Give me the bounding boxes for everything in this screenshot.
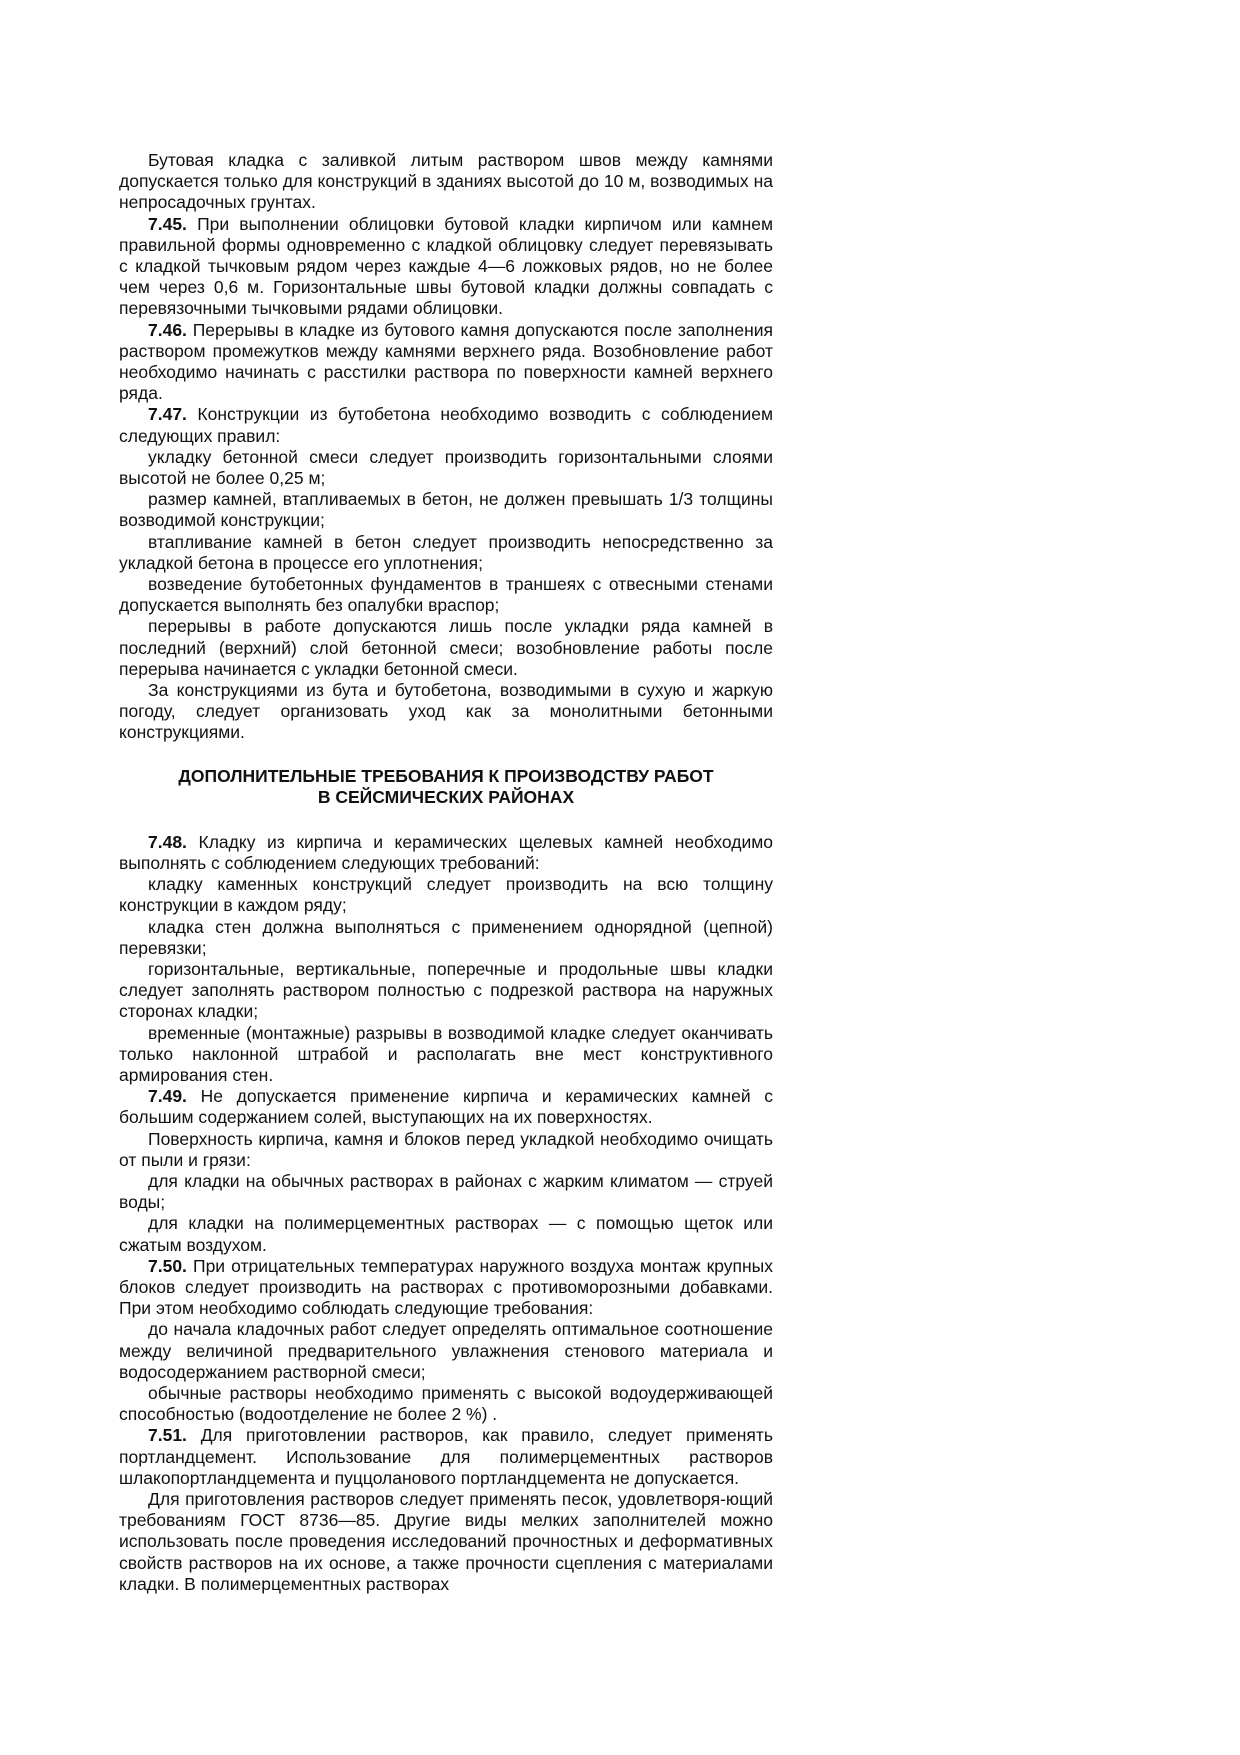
numbered-paragraph	[119, 1256, 773, 1320]
paragraph-text: для кладки на полимерцементных растворах — с помощью щеток или сжатым воздухом.	[119, 1213, 773, 1255]
section-heading	[119, 766, 773, 808]
heading-line-1: ДОПОЛНИТЕЛЬНЫЕ ТРЕБОВАНИЯ К ПРОИЗВОДСТВУ РАБОТ	[178, 765, 714, 786]
numbered-paragraph	[119, 1086, 773, 1128]
paragraph	[119, 1023, 773, 1087]
paragraph-text: Бутовая кладка с заливкой литым раствором швов между камнями допускается только для конструкций в зданиях высотой до 10 м, возводимых на непросадочных грунтах.	[119, 150, 773, 213]
numbered-paragraph	[119, 214, 773, 320]
paragraph-text: временные (монтажные) разрывы в возводимой кладке следует оканчивать только наклонной штрабой и располагать вне мест конструктивного армирования стен.	[119, 1022, 773, 1085]
paragraph	[119, 874, 773, 916]
paragraph-text: Конструкции из бутобетона необходимо возводить с соблюдением следующих правил:	[119, 404, 773, 446]
paragraph	[119, 1129, 773, 1171]
section-seismic-requirements	[119, 832, 773, 1595]
paragraph-text: горизонтальные, вертикальные, поперечные и продольные швы кладки следует заполнять раствором полностью с подрезкой раствора на наружных сторонах кладки;	[119, 958, 773, 1022]
paragraph	[119, 532, 773, 574]
paragraph-text: За конструкциями из бута и бутобетона, возводимыми в сухую и жаркую погоду, следует организовать уход как за монолитными бетонными конструкциями.	[119, 680, 773, 743]
paragraph	[119, 150, 773, 214]
numbered-paragraph	[119, 1425, 773, 1489]
paragraph-text: При выполнении облицовки бутовой кладки кирпичом или камнем правильной формы одновременно с кладкой облицовку следует перевязывать с кладкой тычковым рядом через каждые 4—6 ложковых рядов, но не более чем через 0,6 м. Горизонтальные швы бутовой кладки должны совпадать с перевязочными тычковыми рядами облицовки.	[119, 213, 773, 319]
section-masonry-rubble	[119, 150, 773, 744]
paragraph-text: обычные растворы необходимо применять с высокой водоудерживающей способностью (водоотделение не более 2 %) .	[119, 1382, 773, 1425]
paragraph-text: Перерывы в кладке из бутового камня допускаются после заполнения раствором промежутков между камнями верхнего ряда. Возобновление работ необходимо начинать с расстилки раствора по поверхности камней верхнего ряда.	[119, 319, 773, 404]
clause-number: 7.45.	[148, 213, 187, 234]
paragraph-text: Для приготовлении растворов, как правило, следует применять портландцемент. Использование для полимерцементных растворов шлакопортландцемента и пуццоланового портландцемента не допускается.	[119, 1425, 773, 1488]
paragraph	[119, 680, 773, 744]
clause-number: 7.49.	[148, 1086, 187, 1107]
numbered-paragraph	[119, 832, 773, 874]
paragraph	[119, 1213, 773, 1255]
clause-number: 7.50.	[148, 1255, 187, 1276]
paragraph-text: возведение бутобетонных фундаментов в траншеях с отвесными стенами допускается выполнять без опалубки враспор;	[119, 574, 773, 616]
paragraph-text: кладку каменных конструкций следует производить на всю толщину конструкции в каждом ряду;	[119, 874, 773, 916]
paragraph-text: втапливание камней в бетон следует производить непосредственно за укладкой бетона в процессе его уплотнения;	[119, 531, 773, 573]
numbered-paragraph	[119, 320, 773, 405]
heading-line-2: В СЕЙСМИЧЕСКИХ РАЙОНАХ	[317, 786, 575, 807]
paragraph-text: При отрицательных температурах наружного воздуха монтаж крупных блоков следует производить на растворах с противоморозными добавками. При этом необходимо соблюдать следующие требования:	[119, 1255, 773, 1319]
paragraph-text: до начала кладочных работ следует определять оптимальное соотношение между величиной предварительного увлажнения стенового материала и водосодержанием растворной смеси;	[119, 1319, 773, 1382]
paragraph	[119, 1489, 773, 1595]
numbered-paragraph	[119, 404, 773, 446]
paragraph	[119, 1383, 773, 1425]
paragraph-text: Для приготовления растворов следует применять песок, удовлетворя-ющий требованиям ГОСТ 8736—85. Другие виды мелких заполнителей можно использовать после проведения исследований прочностных и деформативных свойств растворов на их основе, а также прочности сцепления с материалами кладки. В полимерцементных растворах	[119, 1488, 773, 1594]
paragraph-text: Не допускается применение кирпича и керамических камней с большим содержанием солей, выступающих на их поверхностях.	[119, 1086, 773, 1128]
paragraph-text: для кладки на обычных растворах в районах с жарким климатом — струей воды;	[119, 1170, 773, 1213]
paragraph	[119, 489, 773, 531]
paragraph-text: Кладку из кирпича и керамических щелевых камней необходимо выполнять с соблюдением следующих требований:	[119, 831, 773, 873]
clause-number: 7.47.	[148, 404, 187, 425]
clause-number: 7.46.	[148, 319, 187, 340]
paragraph-text: Поверхность кирпича, камня и блоков перед укладкой необходимо очищать от пыли и грязи:	[119, 1128, 773, 1170]
paragraph-text: размер камней, втапливаемых в бетон, не должен превышать 1/3 толщины возводимой конструкции;	[119, 489, 773, 531]
paragraph	[119, 959, 773, 1023]
paragraph-text: кладка стен должна выполняться с применением однорядной (цепной) перевязки;	[119, 916, 773, 958]
paragraph	[119, 574, 773, 616]
clause-number: 7.51.	[148, 1425, 187, 1446]
paragraph-text: укладку бетонной смеси следует производить горизонтальными слоями высотой не более 0,25 м;	[119, 446, 773, 489]
paragraph	[119, 1171, 773, 1213]
paragraph	[119, 917, 773, 959]
document-page	[119, 150, 773, 1595]
paragraph	[119, 447, 773, 489]
paragraph	[119, 1319, 773, 1383]
clause-number: 7.48.	[148, 831, 187, 852]
paragraph	[119, 616, 773, 680]
paragraph-text: перерывы в работе допускаются лишь после укладки ряда камней в последний (верхний) слой бетонной смеси; возобновление работы после перерыва начинается с укладки бетонной смеси.	[119, 616, 773, 679]
